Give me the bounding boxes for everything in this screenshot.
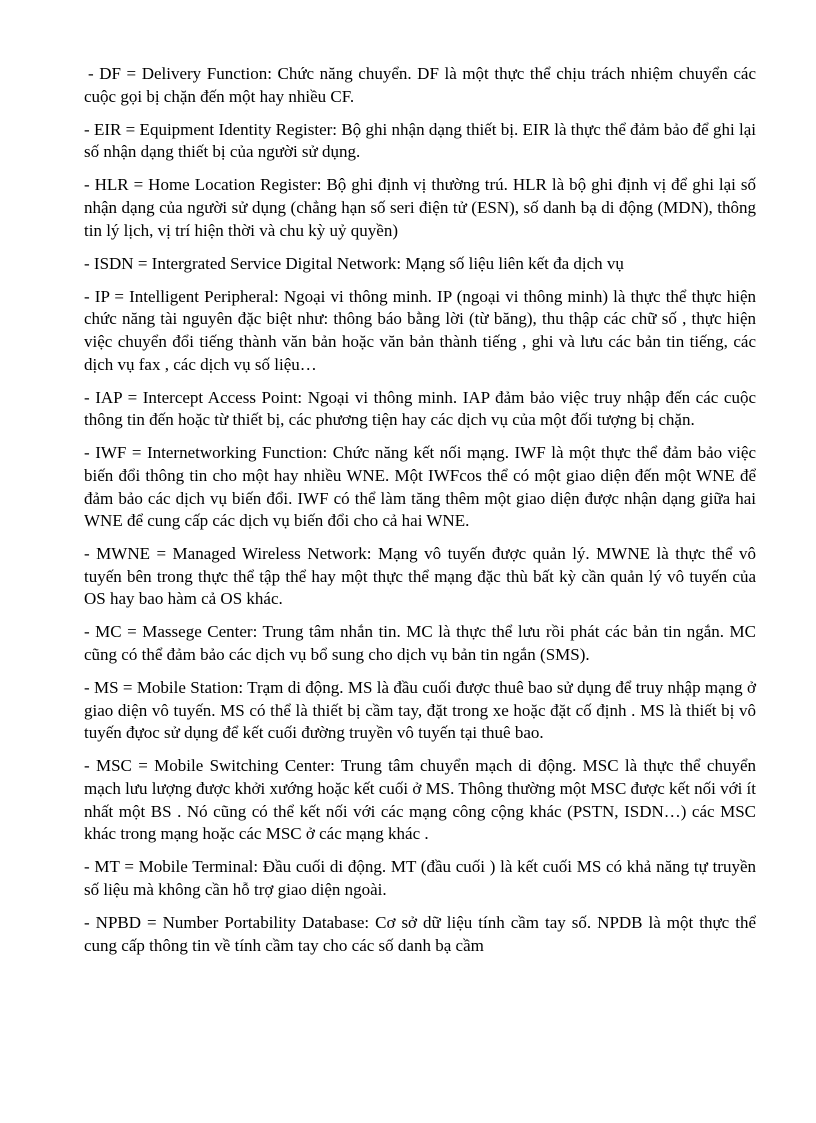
entry-mwne: - MWNE = Managed Wireless Network: Mạng vô tuyến được quản lý. MWNE là thực thể vô tuyến bên trong thực thể tập thể hay một thực thể mạng đặc thù bất kỳ cần quản lý vô tuyến của OS hay bao hàm cả OS khác. [84,544,756,609]
entry-ms: - MS = Mobile Station: Trạm di động. MS là đầu cuối được thuê bao sử dụng để truy nhập mạng ở giao diện vô tuyến. MS có thể là thiết bị cầm tay, đặt trong xe hoặc đặt cố định . MS là thiết bị vô tuyến đựoc sử dụng để kết cuối đường truyền vô tuyến tại thuê bao. [84,678,756,743]
entry-iwf: - IWF = Internetworking Function: Chức năng kết nối mạng. IWF là một thực thể đảm bảo việc biến đổi thông tin cho một hay nhiều WNE. Một IWFcos thể có một giao diện đến một WNE để đảm bảo các dịch vụ biến đổi. IWF có thể làm tăng thêm một giao diện được nhận dạng giữa hai WNE để cung cấp các dịch vụ biến đổi cho cả hai WNE. [84,443,756,531]
document-page [84,63,756,968]
entry-msc: - MSC = Mobile Switching Center: Trung tâm chuyển mạch di động. MSC là thực thể chuyển mạch lưu lượng được khởi xướng hoặc kết cuối ở MS. Thông thường một MSC được kết nối với ít nhất một BS . Nó cũng có thể kết nối với các mạng công cộng khác (PSTN, ISDN…) các MSC khác trong mạng hoặc các MSC ở các mạng khác . [84,756,756,844]
entry-ip: - IP = Intelligent Peripheral: Ngoại vi thông minh. IP (ngoại vi thông minh) là thực thể thực hiện chức năng tài nguyên đặc biệt như: thông báo bằng lời (từ băng), thu thập các chữ số , thực hiện việc chuyển đổi tiếng thành văn bản hoặc văn bản thành tiếng , ghi và lưu các bản tin tiếng, các dịch vụ fax , các dịch vụ số liệu… [84,286,756,374]
entry-eir: - EIR = Equipment Identity Register: Bộ ghi nhận dạng thiết bị. EIR là thực thể đảm bảo để ghi lại số nhận dạng thiết bị của người sử dụng. [84,119,756,162]
entry-hlr: - HLR = Home Location Register: Bộ ghi định vị thường trú. HLR là bộ ghi định vị để ghi lại số nhận dạng của người sử dụng (chẳng hạn số seri điện tử (ESN), số danh bạ di động (MDN), thông tin lý lịch, vị trí hiện thời và chu kỳ uỷ quyền) [84,175,756,240]
entry-df: - DF = Delivery Function: Chức năng chuyển. DF là một thực thể chịu trách nhiệm chuyển các cuộc gọi bị chặn đến một hay nhiều CF. [84,64,756,106]
entry-mc: - MC = Massege Center: Trung tâm nhắn tin. MC là thực thể lưu rồi phát các bản tin ngắn. MC cũng có thể đảm bảo các dịch vụ bổ sung cho dịch vụ bản tin ngắn (SMS). [84,622,756,665]
entry-npbd: - NPBD = Number Portability Database: Cơ sở dữ liệu tính cầm tay số. NPDB là một thực thể cung cấp thông tin về tính cầm tay cho các số danh bạ cầm [84,913,756,955]
entry-isdn: - ISDN = Intergrated Service Digital Network: Mạng số liệu liên kết đa dịch vụ [84,253,624,273]
entry-mt: - MT = Mobile Terminal: Đầu cuối di động. MT (đầu cuối ) là kết cuối MS có khả năng tự truyền số liệu mà không cần hỗ trợ giao diện ngoài. [84,857,756,899]
entry-iap: - IAP = Intercept Access Point: Ngoại vi thông minh. IAP đảm bảo việc truy nhập đến các cuộc thông tin đến hoặc từ thiết bị, các phương tiện hay các dịch vụ của một đối tượng bị chặn. [84,387,756,430]
